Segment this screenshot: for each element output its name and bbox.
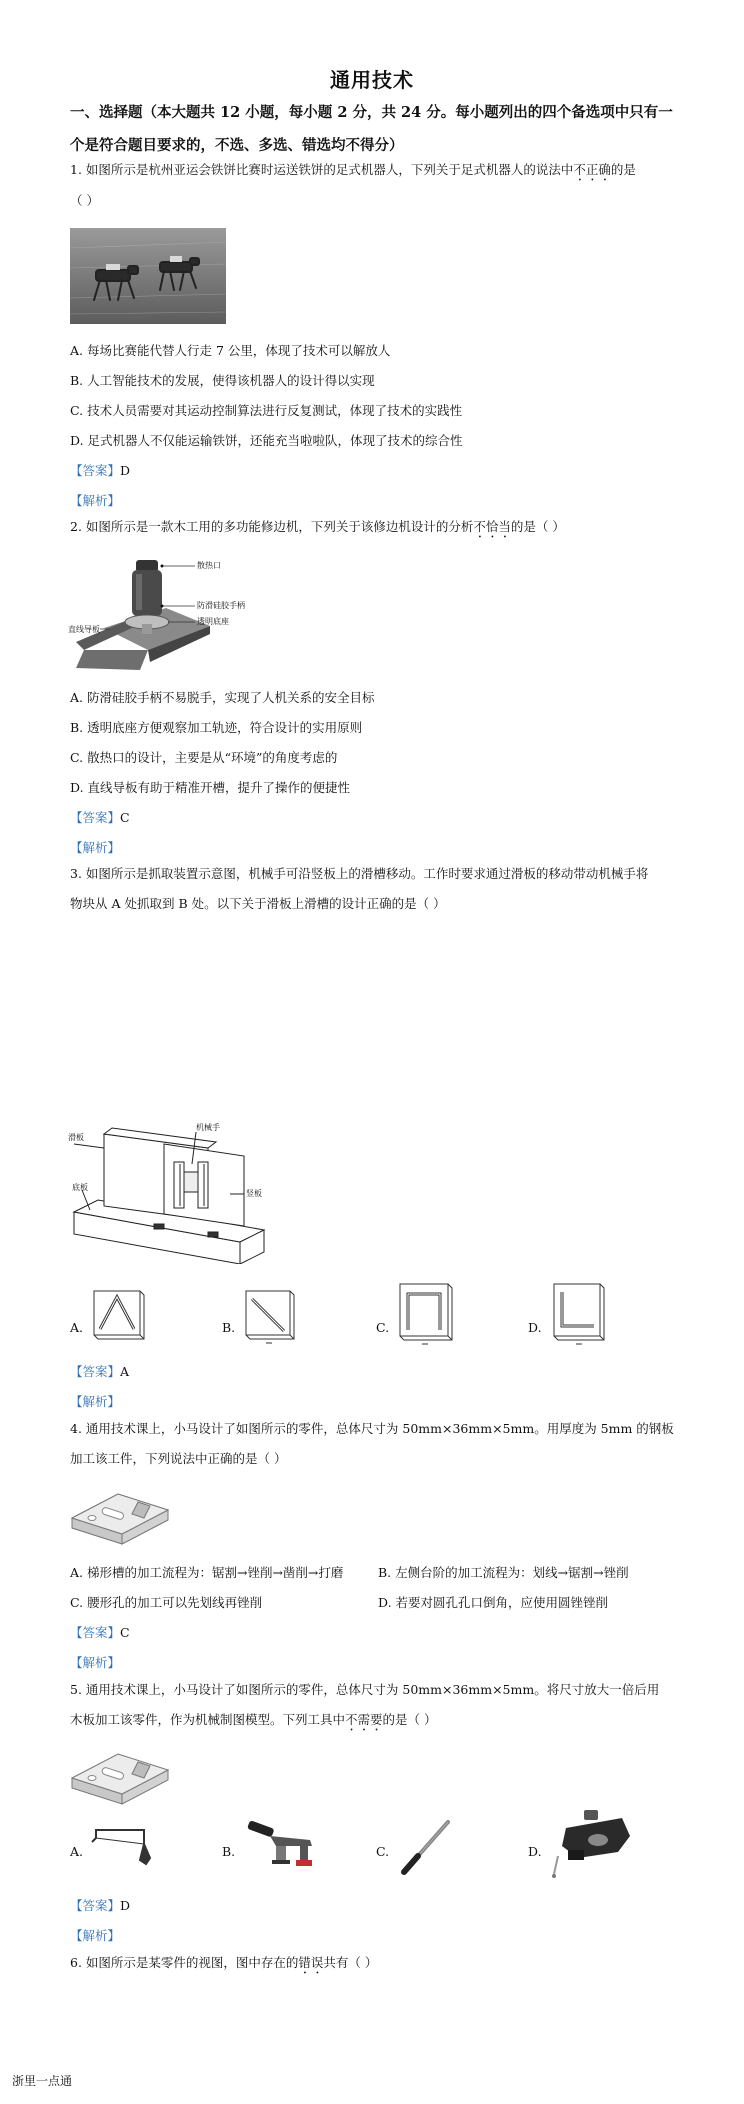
q3-option-c-label: C. (376, 1320, 390, 1335)
q3-gripper-figure (68, 1124, 268, 1264)
q3-label-gripper: 机械手 (196, 1123, 220, 1132)
q5-option-d-drill-stand-figure (548, 1806, 638, 1882)
q4-option-c: C. 腰形孔的加工可以先划线再锉削 (70, 1595, 263, 1610)
q5-option-b-clamp-figure (240, 1818, 330, 1874)
q2-label-handle: 防滑硅胶手柄 (197, 601, 245, 610)
q3-answer-label: 【答案】 (70, 1364, 121, 1379)
q5-option-a-label: A. (70, 1844, 84, 1859)
q1-stem-tail: 的是 (610, 162, 636, 177)
q3-option-b-label: B. (222, 1320, 236, 1335)
q4-part-figure (68, 1488, 172, 1550)
q5-option-d-label: D. (528, 1844, 542, 1859)
q3-option-a-label: A. (70, 1320, 84, 1335)
page-footer: 浙里一点通 (12, 2074, 73, 2088)
q3-option-c-figure (394, 1278, 458, 1346)
q2-label-vent: 散热口 (197, 561, 221, 570)
q4-stem-line2: 加工该工件，下列说法中正确的是（ ） (70, 1451, 287, 1466)
q3-option-d-label: D. (528, 1320, 542, 1335)
q2-answer (70, 808, 130, 828)
q3-stem-line1: 3. 如图所示是抓取装置示意图，机械手可沿竖板上的滑槽移动。工作时要求通过滑板的移动带动机械手将 (70, 866, 649, 881)
q1-answer (70, 461, 130, 481)
q1-option-c: C. 技术人员需要对其运动控制算法进行反复测试，体现了技术的实践性 (70, 403, 463, 418)
q6-stem-tail: 共有（ ） (323, 1955, 378, 1970)
q3-option-b-figure (240, 1285, 300, 1345)
q3-stem-line2: 物块从 A 处抓取到 B 处。以下关于滑板上滑槽的设计正确的是（ ） (70, 896, 446, 911)
q4-option-a: A. 梯形槽的加工流程为：锯割→锉削→凿削→打磨 (70, 1565, 344, 1580)
q5-stem-line2 (70, 1710, 437, 1734)
q4-option-d: D. 若要对圆孔孔口倒角，应使用圆锉锉削 (378, 1595, 609, 1610)
q2-stem-text: 2. 如图所示是一款木工用的多功能修边机，下列关于该修边机设计的分析 (70, 519, 474, 534)
q1-answer-label: 【答案】 (70, 463, 121, 478)
q1-stem (70, 160, 636, 184)
q1-option-a: A. 每场比赛能代替人行走 7 公里，体现了技术可以解放人 (70, 343, 391, 358)
q3-answer-value: A (120, 1364, 130, 1379)
q5-stem-emphasis: 不需要 (345, 1712, 383, 1727)
q5-option-a-hacksaw-figure (88, 1822, 158, 1872)
q5-option-c-file-figure (396, 1816, 456, 1878)
q3-label-vertical-plate: 竖板 (246, 1189, 262, 1198)
q2-option-c: C. 散热口的设计，主要是从“环境”的角度考虑的 (70, 750, 338, 765)
q1-stem-emphasis: 不正确 (573, 162, 611, 177)
section-heading-line2: 个是符合题目要求的，不选、多选、错选均不得分） (70, 137, 404, 154)
q1-robot-dog-photo (70, 228, 226, 324)
q6-stem-emphasis: 错误 (298, 1955, 324, 1970)
q2-stem (70, 517, 565, 541)
q3-label-base-plate: 底板 (72, 1183, 88, 1192)
q3-answer (70, 1362, 129, 1382)
q5-answer-label: 【答案】 (70, 1898, 121, 1913)
page-title: 通用技术 (330, 68, 414, 92)
q5-analysis: 【解析】 (70, 1928, 121, 1943)
q5-stem-text: 木板加工该零件，作为机械制图模型。下列工具中 (70, 1712, 346, 1727)
q1-option-b: B. 人工智能技术的发展，使得该机器人的设计得以实现 (70, 373, 375, 388)
q6-stem-text: 6. 如图所示是某零件的视图，图中存在的 (70, 1955, 299, 1970)
q5-stem-tail: 的是（ ） (382, 1712, 437, 1727)
q3-analysis: 【解析】 (70, 1394, 121, 1409)
q1-answer-value: D (120, 463, 131, 478)
q3-option-a-figure (88, 1285, 148, 1343)
q2-option-a: A. 防滑硅胶手柄不易脱手，实现了人机关系的安全目标 (70, 690, 375, 705)
q4-option-b: B. 左侧台阶的加工流程为：划线→锯割→锉削 (378, 1565, 629, 1580)
q2-option-d: D. 直线导板有助于精准开槽，提升了操作的便捷性 (70, 780, 351, 795)
q3-option-d-figure (548, 1278, 612, 1346)
q4-answer-value: C (120, 1625, 130, 1640)
q5-option-b-label: B. (222, 1844, 236, 1859)
q2-option-b: B. 透明底座方便观察加工轨迹，符合设计的实用原则 (70, 720, 363, 735)
q2-stem-tail: 的是（ ） (510, 519, 565, 534)
q3-label-slide-plate: 滑板 (68, 1133, 84, 1142)
q5-stem-line1: 5. 通用技术课上，小马设计了如图所示的零件，总体尺寸为 50mm×36mm×5mm。将尺寸放大一倍后用 (70, 1682, 660, 1697)
q1-analysis: 【解析】 (70, 493, 121, 508)
q2-label-base: 透明底座 (197, 617, 229, 626)
q2-analysis: 【解析】 (70, 840, 121, 855)
q5-answer-value: D (120, 1898, 131, 1913)
q1-stem-text: 1. 如图所示是杭州亚运会铁饼比赛时运送铁饼的足式机器人，下列关于足式机器人的说法中 (70, 162, 574, 177)
q4-answer (70, 1623, 130, 1643)
q5-part-figure (68, 1748, 172, 1810)
q2-label-guide: 直线导板 (68, 625, 100, 634)
section-heading-line1: 一、选择题（本大题共 12 小题，每小题 2 分，共 24 分。每小题列出的四个备选项中只有一 (70, 104, 673, 121)
q1-answer-paren: （ ） (70, 193, 99, 208)
q2-answer-value: C (120, 810, 130, 825)
q4-analysis: 【解析】 (70, 1655, 121, 1670)
q4-answer-label: 【答案】 (70, 1625, 121, 1640)
q5-answer (70, 1896, 130, 1916)
q2-answer-label: 【答案】 (70, 810, 121, 825)
q6-stem (70, 1953, 377, 1977)
q2-stem-emphasis: 不恰当 (473, 519, 511, 534)
q5-option-c-label: C. (376, 1844, 390, 1859)
q4-stem-line1: 4. 通用技术课上，小马设计了如图所示的零件，总体尺寸为 50mm×36mm×5mm。用厚度为 5mm 的钢板 (70, 1421, 674, 1436)
q2-trimmer-figure (70, 550, 270, 675)
q1-option-d: D. 足式机器人不仅能运输铁饼，还能充当啦啦队，体现了技术的综合性 (70, 433, 463, 448)
